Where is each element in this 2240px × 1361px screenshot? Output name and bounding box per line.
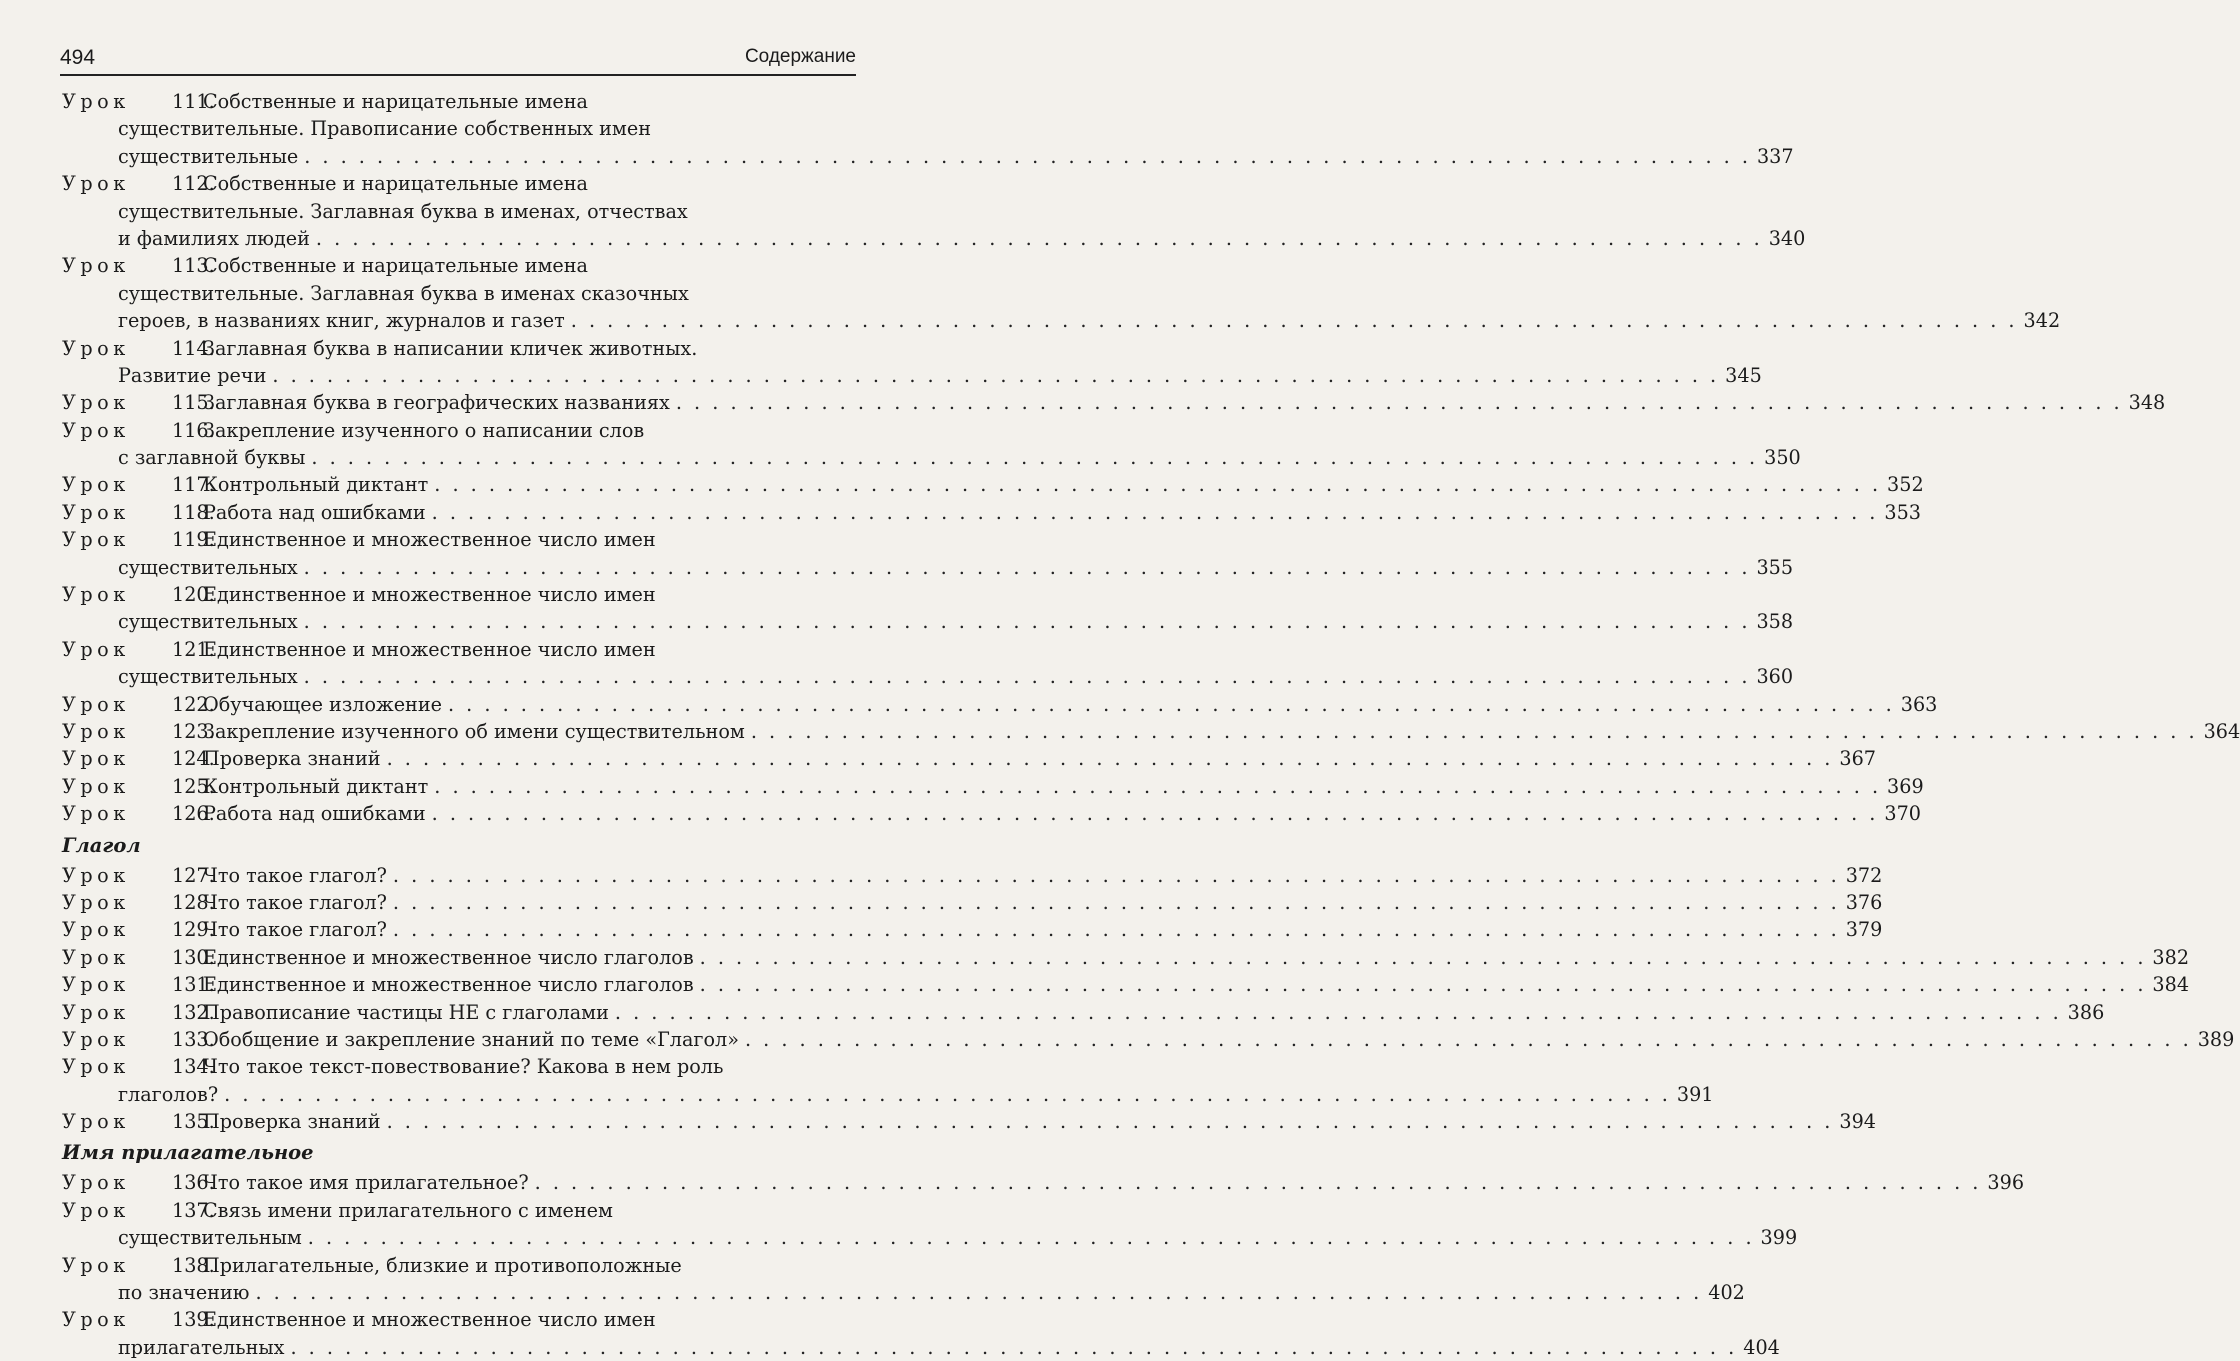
toc-entry — [62, 691, 1938, 718]
entry-title: Собственные и нарицательные имена — [203, 254, 588, 278]
toc-line — [62, 800, 1922, 827]
entry-title: Заглавная буква в географических названиях — [203, 391, 670, 415]
toc-line — [62, 1026, 2235, 1053]
lesson-number: 111. — [172, 90, 215, 113]
lesson-number: 117. — [172, 473, 215, 497]
toc-entry — [62, 335, 1762, 390]
dot-leader: . . . . . . . . . . . . . . . . . . . . . . . . . . . . . . . . . . . . . . . . . . . . . . . . . . . . . . . . . . . . . . . . . . . . . . . . . . . . . . . . — [303, 665, 1751, 689]
lesson-number: 131. — [172, 973, 215, 997]
toc-entry — [62, 1053, 1714, 1108]
toc-entry — [62, 636, 1794, 691]
dot-leader: . . . . . . . . . . . . . . . . . . . . . . . . . . . . . . . . . . . . . . . . . . . . . . . . . . . . . . . . . . . . . . . . . . . . . . . . . . . . . . . . — [570, 309, 2018, 333]
lesson-number: 116. — [172, 418, 215, 442]
lesson-label: Урок — [62, 583, 130, 607]
page-reference: 372 — [1845, 863, 1883, 887]
dot-leader: . . . . . . . . . . . . . . . . . . . . . . . . . . . . . . . . . . . . . . . . . . . . . . . . . . . . . . . . . . . . . . . . . . . . . . . . . . . . . . . . — [744, 1027, 2192, 1051]
page-reference: 402 — [1708, 1281, 1745, 1305]
toc-line — [62, 499, 1922, 526]
toc-line — [62, 1053, 856, 1080]
entry-title: Работа над ошибками — [203, 500, 426, 524]
toc-entry — [62, 889, 1883, 916]
toc-line — [62, 636, 856, 663]
entry-title: Что такое глагол? — [203, 890, 387, 914]
toc-entry — [62, 971, 2190, 998]
entry-title: Единственное и множественное число имен — [203, 583, 656, 607]
lesson-number: 137. — [172, 1198, 215, 1222]
toc-line — [62, 773, 1924, 800]
dot-leader: . . . . . . . . . . . . . . . . . . . . . . . . . . . . . . . . . . . . . . . . . . . . . . . . . . . . . . . . . . . . . . . . . . . . . . . . . . . . . . . . — [699, 973, 2147, 997]
leader-row — [203, 389, 2166, 416]
toc-entry — [62, 88, 1794, 170]
entry-title: Связь имени прилагательного с именем — [203, 1198, 613, 1222]
entry-title: героев, в названиях книг, журналов и газет — [118, 309, 565, 333]
lesson-label: Урок — [62, 918, 130, 942]
dot-leader: . . . . . . . . . . . . . . . . . . . . . . . . . . . . . . . . . . . . . . . . . . . . . . . . . . . . . . . . . . . . . . . . . . . . . . . . . . . . . . . . — [386, 747, 1834, 771]
lesson-number: 112. — [172, 172, 215, 196]
entry-title: и фамилиях людей — [118, 226, 310, 250]
entry-title: существительных — [118, 665, 298, 689]
toc-entry — [62, 252, 2061, 334]
dot-leader: . . . . . . . . . . . . . . . . . . . . . . . . . . . . . . . . . . . . . . . . . . . . . . . . . . . . . . . . . . . . . . . . . . . . . . . . . . . . . . . . — [750, 719, 2198, 743]
leader-row — [118, 1224, 1798, 1251]
lesson-label: Урок — [62, 945, 130, 969]
lesson-label: Урок — [62, 1253, 130, 1277]
toc-line — [62, 307, 2061, 334]
toc-line — [62, 88, 856, 115]
page-reference: 376 — [1845, 890, 1883, 914]
toc-entry — [62, 862, 1883, 889]
entry-title: Что такое глагол? — [203, 863, 387, 887]
toc-line — [62, 608, 1794, 635]
toc-line — [62, 718, 2240, 745]
lesson-number: 124. — [172, 747, 215, 771]
dot-leader: . . . . . . . . . . . . . . . . . . . . . . . . . . . . . . . . . . . . . . . . . . . . . . . . . . . . . . . . . . . . . . . . . . . . . . . . . . . . . . . . — [431, 500, 1879, 524]
toc-line — [62, 526, 856, 553]
leader-row — [203, 889, 1883, 916]
toc-line — [62, 862, 1883, 889]
dot-leader: . . . . . . . . . . . . . . . . . . . . . . . . . . . . . . . . . . . . . . . . . . . . . . . . . . . . . . . . . . . . . . . . . . . . . . . . . . . . . . . . — [434, 473, 1882, 497]
page-reference: 342 — [2023, 309, 2061, 333]
lesson-label: Урок — [62, 1198, 130, 1222]
dot-leader: . . . . . . . . . . . . . . . . . . . . . . . . . . . . . . . . . . . . . . . . . . . . . . . . . . . . . . . . . . . . . . . . . . . . . . . . . . . . . . . . — [675, 391, 2123, 415]
lesson-label: Урок — [62, 1027, 130, 1051]
page-reference: 352 — [1887, 473, 1924, 497]
toc-line — [62, 916, 1883, 943]
entry-title: существительные — [118, 144, 299, 168]
toc-line — [62, 1306, 856, 1333]
lesson-label: Урок — [62, 863, 130, 887]
toc-entry — [62, 499, 1922, 526]
toc-line — [62, 1279, 1745, 1306]
toc-line — [62, 999, 2105, 1026]
leader-row — [203, 1026, 2235, 1053]
lesson-label: Урок — [62, 1308, 130, 1332]
dot-leader: . . . . . . . . . . . . . . . . . . . . . . . . . . . . . . . . . . . . . . . . . . . . . . . . . . . . . . . . . . . . . . . . . . . . . . . . . . . . . . . . — [224, 1082, 1671, 1106]
lesson-number: 123. — [172, 719, 215, 743]
entry-title: Единственное и множественное число глаголов — [203, 973, 694, 997]
dot-leader: . . . . . . . . . . . . . . . . . . . . . . . . . . . . . . . . . . . . . . . . . . . . . . . . . . . . . . . . . . . . . . . . . . . . . . . . . . . . . . . . — [255, 1281, 1703, 1305]
lesson-number: 115. — [172, 391, 215, 415]
toc-entry — [62, 471, 1924, 498]
page-reference: 337 — [1756, 144, 1794, 168]
page-reference: 404 — [1743, 1335, 1780, 1359]
page-reference: 391 — [1676, 1082, 1714, 1106]
lesson-label: Урок — [62, 528, 130, 552]
toc-line — [62, 170, 856, 197]
lesson-number: 126. — [172, 802, 215, 826]
entry-title: существительных — [118, 555, 298, 579]
entry-title: существительные. Правописание собственных имен — [118, 117, 651, 141]
lesson-number: 133. — [172, 1027, 215, 1051]
page-reference: 389 — [2197, 1027, 2235, 1051]
entry-title: Контрольный диктант — [203, 774, 429, 798]
page-reference: 340 — [1768, 226, 1806, 250]
leader-row — [118, 608, 1794, 635]
entry-title: Обобщение и закрепление знаний по теме «Глагол» — [203, 1027, 739, 1051]
toc-line — [62, 554, 1794, 581]
page-reference: 363 — [1900, 692, 1938, 716]
dot-leader: . . . . . . . . . . . . . . . . . . . . . . . . . . . . . . . . . . . . . . . . . . . . . . . . . . . . . . . . . . . . . . . . . . . . . . . . . . . . . . . . — [303, 610, 1751, 634]
toc-line — [62, 362, 1762, 389]
lesson-label: Урок — [62, 254, 130, 278]
toc-entry — [62, 417, 1801, 472]
toc-line — [62, 944, 2190, 971]
leader-row — [118, 554, 1794, 581]
page-reference: 382 — [2152, 945, 2190, 969]
toc-entry — [62, 944, 2190, 971]
toc-entry — [62, 718, 2240, 745]
page-reference: 350 — [1764, 446, 1801, 470]
leader-row — [203, 971, 2190, 998]
toc-line — [62, 1197, 856, 1224]
leader-row — [118, 1279, 1745, 1306]
lesson-label: Урок — [62, 774, 130, 798]
toc-line — [62, 745, 1876, 772]
leader-row — [203, 800, 1922, 827]
toc-line — [62, 389, 2166, 416]
toc-line — [62, 198, 856, 225]
page-reference: 367 — [1839, 747, 1876, 771]
toc-entry — [62, 1306, 1780, 1361]
toc-line — [62, 280, 856, 307]
page-header — [60, 44, 856, 76]
entry-title: Заглавная буква в написании кличек животных. — [203, 336, 698, 360]
dot-leader: . . . . . . . . . . . . . . . . . . . . . . . . . . . . . . . . . . . . . . . . . . . . . . . . . . . . . . . . . . . . . . . . . . . . . . . . . . . . . . . . — [303, 555, 1751, 579]
toc-line — [62, 1252, 856, 1279]
lesson-label: Урок — [62, 473, 130, 497]
running-title: Содержание — [744, 46, 856, 67]
entry-title: Обучающее изложение — [203, 692, 442, 716]
section-title: Имя прилагательное — [62, 1141, 314, 1165]
entry-title: Работа над ошибками — [203, 802, 426, 826]
dot-leader: . . . . . . . . . . . . . . . . . . . . . . . . . . . . . . . . . . . . . . . . . . . . . . . . . . . . . . . . . . . . . . . . . . . . . . . . . . . . . . . . — [272, 363, 1720, 387]
entry-title: существительные. Заглавная буква в именах, отчествах — [118, 199, 688, 223]
lesson-number: 130. — [172, 945, 215, 969]
leader-row — [203, 944, 2190, 971]
toc-entry — [62, 1108, 1876, 1135]
lesson-number: 139. — [172, 1308, 215, 1332]
toc-line — [62, 889, 1883, 916]
toc-entry — [62, 745, 1876, 772]
page-reference: 364 — [2203, 719, 2240, 743]
toc-line — [62, 1169, 2025, 1196]
toc-line — [62, 1108, 1876, 1135]
lesson-label: Урок — [62, 418, 130, 442]
entry-title: существительных — [118, 610, 298, 634]
page-reference: 386 — [2067, 1000, 2105, 1024]
toc-entry — [62, 999, 2105, 1026]
lesson-number: 114. — [172, 336, 215, 360]
lesson-label: Урок — [62, 890, 130, 914]
toc-line — [62, 252, 856, 279]
lesson-number: 129. — [172, 918, 215, 942]
lesson-number: 125. — [172, 774, 215, 798]
entry-title: Прилагательные, близкие и противоположные — [203, 1253, 682, 1277]
toc-line — [62, 417, 856, 444]
lesson-label: Урок — [62, 637, 130, 661]
leader-row — [203, 691, 1938, 718]
entry-title: Единственное и множественное число имен — [203, 528, 656, 552]
lesson-label: Урок — [62, 90, 130, 113]
lesson-number: 127. — [172, 863, 215, 887]
lesson-label: Урок — [62, 692, 130, 716]
page-reference: 379 — [1845, 918, 1883, 942]
toc-line — [62, 1081, 1714, 1108]
page-reference: 360 — [1756, 665, 1794, 689]
toc-line — [62, 335, 856, 362]
entry-title: Правописание частицы НЕ с глаголами — [203, 1000, 609, 1024]
page-reference: 353 — [1884, 500, 1922, 524]
toc-line — [62, 1224, 1798, 1251]
leader-row — [118, 307, 2061, 334]
dot-leader: . . . . . . . . . . . . . . . . . . . . . . . . . . . . . . . . . . . . . . . . . . . . . . . . . . . . . . . . . . . . . . . . . . . . . . . . . . . . . . . . — [434, 774, 1882, 798]
dot-leader: . . . . . . . . . . . . . . . . . . . . . . . . . . . . . . . . . . . . . . . . . . . . . . . . . . . . . . . . . . . . . . . . . . . . . . . . . . . . . . . . — [392, 863, 1840, 887]
page-reference: 358 — [1756, 610, 1794, 634]
toc-entry — [62, 916, 1883, 943]
leader-row — [118, 444, 1801, 471]
lesson-number: 121. — [172, 637, 215, 661]
lesson-label: Урок — [62, 1000, 130, 1024]
dot-leader: . . . . . . . . . . . . . . . . . . . . . . . . . . . . . . . . . . . . . . . . . . . . . . . . . . . . . . . . . . . . . . . . . . . . . . . . . . . . . . . . — [699, 945, 2147, 969]
entry-title: Единственное и множественное число имен — [203, 637, 656, 661]
toc-line — [62, 471, 1924, 498]
toc-line — [62, 115, 856, 142]
lesson-number: 118. — [172, 500, 215, 524]
toc-entry — [62, 526, 1794, 581]
toc-entry — [62, 581, 1794, 636]
leader-row — [203, 1108, 1876, 1135]
entry-title: Что такое глагол? — [203, 918, 387, 942]
toc-entry — [62, 1169, 2025, 1196]
leader-row — [118, 663, 1794, 690]
toc-line — [62, 663, 1794, 690]
toc-entry — [62, 800, 1922, 827]
lesson-label: Урок — [62, 500, 130, 524]
dot-leader: . . . . . . . . . . . . . . . . . . . . . . . . . . . . . . . . . . . . . . . . . . . . . . . . . . . . . . . . . . . . . . . . . . . . . . . . . . . . . . . . — [614, 1000, 2062, 1024]
page-reference: 394 — [1839, 1110, 1876, 1134]
entry-title: Развитие речи — [118, 363, 267, 387]
leader-row — [118, 1334, 1780, 1361]
entry-title: Собственные и нарицательные имена — [203, 90, 588, 113]
dot-leader: . . . . . . . . . . . . . . . . . . . . . . . . . . . . . . . . . . . . . . . . . . . . . . . . . . . . . . . . . . . . . . . . . . . . . . . . . . . . . . . . — [311, 446, 1759, 470]
page-reference: 345 — [1725, 363, 1762, 387]
lesson-label: Урок — [62, 802, 130, 826]
entry-title: Что такое текст-повествование? Какова в нем роль — [203, 1055, 724, 1079]
entry-title: Контрольный диктант — [203, 473, 429, 497]
leader-row — [203, 862, 1883, 889]
toc-line — [62, 143, 1794, 170]
toc-line — [62, 691, 1938, 718]
dot-leader: . . . . . . . . . . . . . . . . . . . . . . . . . . . . . . . . . . . . . . . . . . . . . . . . . . . . . . . . . . . . . . . . . . . . . . . . . . . . . . . . — [307, 1226, 1755, 1250]
dot-leader: . . . . . . . . . . . . . . . . . . . . . . . . . . . . . . . . . . . . . . . . . . . . . . . . . . . . . . . . . . . . . . . . . . . . . . . . . . . . . . . . — [447, 692, 1895, 716]
entry-title: Закрепление изученного о написании слов — [203, 418, 645, 442]
toc-entry — [62, 773, 1924, 800]
page-reference: 355 — [1756, 555, 1794, 579]
entry-title: существительные. Заглавная буква в именах сказочных — [118, 281, 689, 305]
page-number: 494 — [60, 46, 96, 69]
toc-entry — [62, 1026, 2235, 1053]
leader-row — [118, 362, 1762, 389]
lesson-number: 136. — [172, 1171, 215, 1195]
entry-title: Собственные и нарицательные имена — [203, 172, 588, 196]
page-reference: 396 — [1987, 1171, 2025, 1195]
dot-leader: . . . . . . . . . . . . . . . . . . . . . . . . . . . . . . . . . . . . . . . . . . . . . . . . . . . . . . . . . . . . . . . . . . . . . . . . . . . . . . . . — [431, 802, 1879, 826]
entry-title: существительным — [118, 1226, 302, 1250]
leader-row — [203, 1169, 2025, 1196]
entry-title: по значению — [118, 1281, 250, 1305]
lesson-number: 134. — [172, 1055, 215, 1079]
entry-title: Проверка знаний — [203, 747, 381, 771]
entry-title: с заглавной буквы — [118, 446, 306, 470]
dot-leader: . . . . . . . . . . . . . . . . . . . . . . . . . . . . . . . . . . . . . . . . . . . . . . . . . . . . . . . . . . . . . . . . . . . . . . . . . . . . . . . . — [290, 1335, 1738, 1359]
leader-row — [203, 499, 1922, 526]
entry-title: Закрепление изученного об имени существительном — [203, 719, 745, 743]
leader-row — [203, 718, 2240, 745]
table-of-contents — [62, 88, 2240, 1361]
dot-leader: . . . . . . . . . . . . . . . . . . . . . . . . . . . . . . . . . . . . . . . . . . . . . . . . . . . . . . . . . . . . . . . . . . . . . . . . . . . . . . . . — [534, 1171, 1982, 1195]
page-reference: 399 — [1760, 1226, 1798, 1250]
dot-leader: . . . . . . . . . . . . . . . . . . . . . . . . . . . . . . . . . . . . . . . . . . . . . . . . . . . . . . . . . . . . . . . . . . . . . . . . . . . . . . . . — [304, 144, 1751, 168]
leader-row — [203, 773, 1924, 800]
entry-title: Что такое имя прилагательное? — [203, 1171, 529, 1195]
toc-line — [62, 444, 1801, 471]
lesson-label: Урок — [62, 1110, 130, 1134]
entry-title: Единственное и множественное число глаголов — [203, 945, 694, 969]
leader-row — [203, 471, 1924, 498]
toc-entry — [62, 1197, 1798, 1252]
leader-row — [203, 999, 2105, 1026]
lesson-number: 113. — [172, 254, 215, 278]
toc-line — [62, 1334, 1780, 1361]
toc-line — [62, 581, 856, 608]
lesson-number: 122. — [172, 692, 215, 716]
toc-entry — [62, 389, 2166, 416]
lesson-label: Урок — [62, 336, 130, 360]
page-reference: 384 — [2152, 973, 2190, 997]
lesson-label: Урок — [62, 391, 130, 415]
lesson-label: Урок — [62, 747, 130, 771]
leader-row — [203, 745, 1876, 772]
leader-row — [118, 225, 1806, 252]
entry-title: Проверка знаний — [203, 1110, 381, 1134]
dot-leader: . . . . . . . . . . . . . . . . . . . . . . . . . . . . . . . . . . . . . . . . . . . . . . . . . . . . . . . . . . . . . . . . . . . . . . . . . . . . . . . . — [315, 226, 1763, 250]
toc-line — [62, 225, 1806, 252]
section-title: Глагол — [62, 833, 141, 857]
lesson-label: Урок — [62, 172, 130, 196]
lesson-number: 132. — [172, 1000, 215, 1024]
lesson-number: 119. — [172, 528, 215, 552]
dot-leader: . . . . . . . . . . . . . . . . . . . . . . . . . . . . . . . . . . . . . . . . . . . . . . . . . . . . . . . . . . . . . . . . . . . . . . . . . . . . . . . . — [386, 1110, 1834, 1134]
page-reference: 370 — [1884, 802, 1922, 826]
lesson-label: Урок — [62, 1171, 130, 1195]
lesson-number: 135. — [172, 1110, 215, 1134]
toc-line — [62, 971, 2190, 998]
dot-leader: . . . . . . . . . . . . . . . . . . . . . . . . . . . . . . . . . . . . . . . . . . . . . . . . . . . . . . . . . . . . . . . . . . . . . . . . . . . . . . . . — [392, 890, 1840, 914]
lesson-number: 120. — [172, 583, 215, 607]
lesson-number: 138. — [172, 1253, 215, 1277]
leader-row — [118, 143, 1794, 170]
entry-title: прилагательных — [118, 1335, 285, 1359]
toc-entry — [62, 170, 1806, 252]
dot-leader: . . . . . . . . . . . . . . . . . . . . . . . . . . . . . . . . . . . . . . . . . . . . . . . . . . . . . . . . . . . . . . . . . . . . . . . . . . . . . . . . — [392, 918, 1840, 942]
lesson-number: 128. — [172, 890, 215, 914]
leader-row — [118, 1081, 1714, 1108]
leader-row — [203, 916, 1883, 943]
lesson-label: Урок — [62, 719, 130, 743]
lesson-label: Урок — [62, 1055, 130, 1079]
entry-title: глаголов? — [118, 1082, 219, 1106]
toc-entry — [62, 1252, 1745, 1307]
page-reference: 369 — [1887, 774, 1924, 798]
lesson-label: Урок — [62, 973, 130, 997]
page-reference: 348 — [2128, 391, 2166, 415]
entry-title: Единственное и множественное число имен — [203, 1308, 656, 1332]
